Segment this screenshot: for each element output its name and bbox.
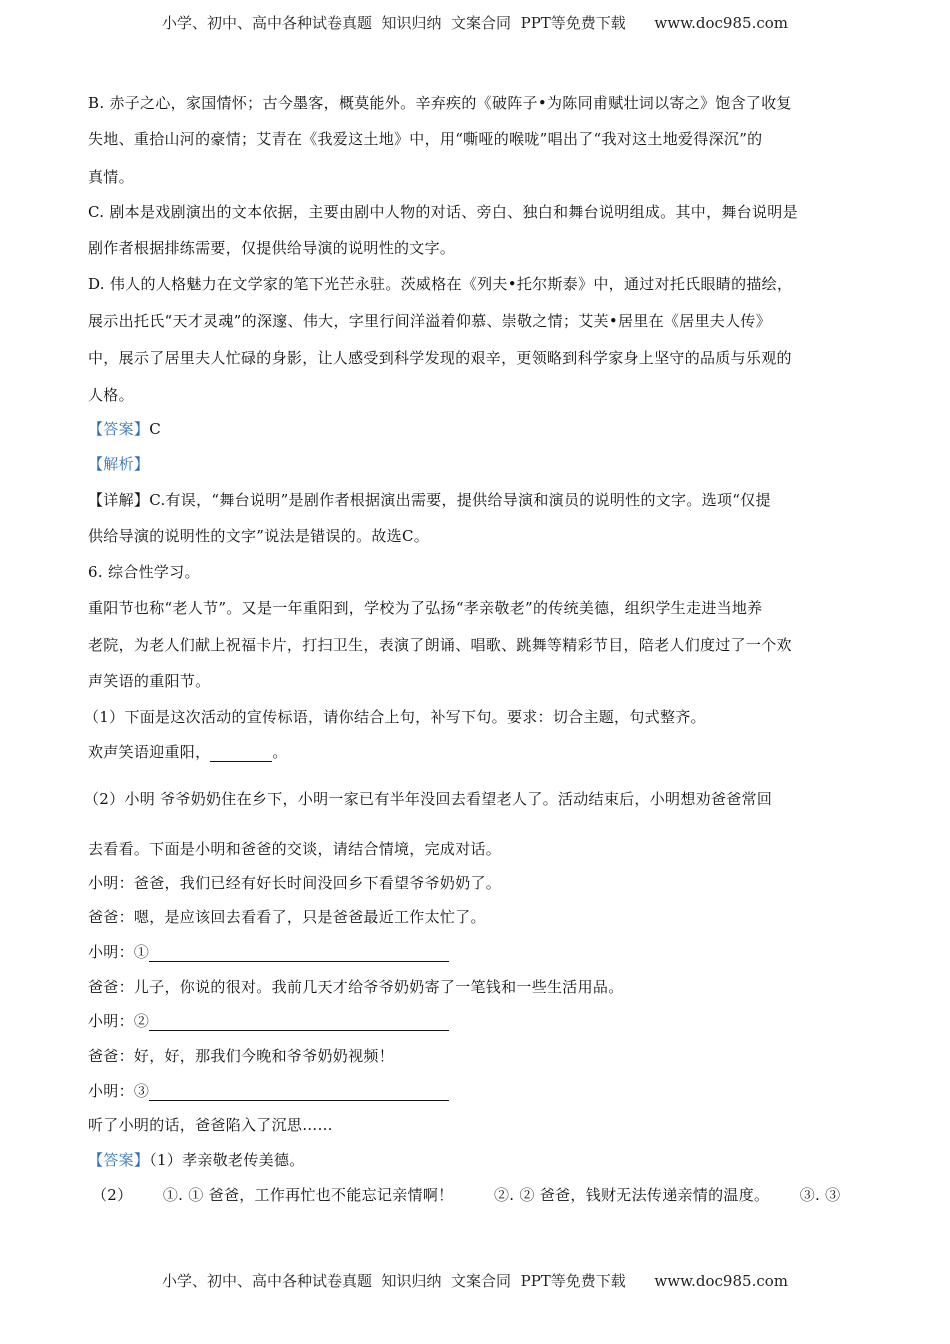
dialog-1: 小明：爸爸，我们已经有好长时间没回乡下看望爷爷奶奶了。	[88, 874, 502, 892]
option-d-line-3: 中，展示了居里夫人忙碌的身影，让人感受到科学发现的艰辛，更领略到科学家身上坚守的品质与乐观的	[88, 349, 792, 367]
q6-intro-line-2: 老院，为老人们献上祝福卡片，打扫卫生，表演了朗诵、唱歌、跳舞等精彩节目，陪老人们度过了一个欢	[88, 636, 792, 654]
dialog-3	[88, 941, 449, 962]
detail-line-1: 【详解】C.有误，“舞台说明”是剧作者根据演出需要，提供给导演和演员的说明性的文字。选项“仅提	[88, 491, 771, 509]
q6-title: 6. 综合性学习。	[88, 563, 200, 581]
q5-answer	[88, 418, 161, 439]
q6-answer-1-text: （1）孝亲敬老传美德。	[149, 1151, 305, 1169]
q6-sub2-line-1: （2）小明 爷爷奶奶住在乡下，小明一家已有半年没回去看望老人了。活动结束后，小明想劝爸爸常回	[84, 790, 773, 808]
answer-tag: 【答案】	[88, 420, 150, 438]
option-d-line-4: 人格。	[88, 386, 134, 404]
dialog-3-text: 小明：①	[88, 943, 150, 961]
q6-sub1: （1）下面是这次活动的宣传标语，请你结合上句，补写下句。要求：切合主题，句式整齐。	[84, 708, 706, 726]
analysis-tag: 【解析】	[88, 455, 150, 473]
page-footer: 小学、初中、高中各种试卷真题 知识归纳 文案合同 PPT等免费下载 www.doc985.com	[161, 1272, 788, 1290]
slogan-blank[interactable]	[210, 745, 272, 762]
answer-blank-1[interactable]	[149, 945, 449, 962]
dialog-6: 爸爸：好，好，那我们今晚和爷爷奶奶视频！	[88, 1047, 395, 1065]
detail-line-2: 供给导演的说明性的文字”说法是错误的。故选C。	[88, 527, 430, 545]
option-d-line-1: D. 伟人的人格魅力在文学家的笔下光芒永驻。茨威格在《列夫•托尔斯泰》中，通过对托氏眼睛的描绘，	[88, 275, 793, 293]
page-header: 小学、初中、高中各种试卷真题 知识归纳 文案合同 PPT等免费下载 www.doc985.com	[161, 14, 788, 32]
slogan-first: 欢声笑语迎重阳，	[88, 743, 211, 761]
q6-answer-tag: 【答案】	[88, 1151, 150, 1169]
dialog-2: 爸爸：嗯，是应该回去看看了，只是爸爸最近工作太忙了。	[88, 908, 486, 926]
option-b-line-1: B. 赤子之心，家国情怀；古今墨客，概莫能外。辛弃疾的《破阵子•为陈同甫赋壮词以寄之》饱含了收复	[88, 94, 792, 112]
q6-sub2-line-2: 去看看。下面是小明和爸爸的交谈，请结合情境，完成对话。	[88, 840, 502, 858]
dialog-7	[88, 1080, 449, 1101]
slogan-line	[88, 741, 288, 762]
q6-intro-line-1: 重阳节也称“老人节”。又是一年重阳到，学校为了弘扬“孝亲敬老”的传统美德，组织学生走进当地养	[88, 599, 763, 617]
option-b-line-3: 真情。	[88, 168, 134, 186]
dialog-7-text: 小明：③	[88, 1082, 150, 1100]
slogan-end: 。	[272, 743, 288, 761]
q6-answer-2: （2） ①. ① 爸爸，工作再忙也不能忘记亲情啊！ ②. ② 爸爸，钱财无法传递亲情的温度。 ③. ③	[92, 1186, 841, 1204]
dialog-4: 爸爸：儿子，你说的很对。我前几天才给爷爷奶奶寄了一笔钱和一些生活用品。	[88, 978, 624, 996]
dialog-5	[88, 1010, 449, 1031]
option-c-line-2: 剧作者根据排练需要，仅提供给导演的说明性的文字。	[88, 239, 456, 257]
dialog-5-text: 小明：②	[88, 1012, 150, 1030]
option-d-line-2: 展示出托氏“天才灵魂”的深邃、伟大，字里行间洋溢着仰慕、崇敬之情；艾芙•居里在《居里夫人传》	[88, 312, 771, 330]
answer-value: C	[149, 420, 161, 438]
option-c-line-1: C. 剧本是戏剧演出的文本依据，主要由剧中人物的对话、旁白、独白和舞台说明组成。其中，舞台说明是	[88, 203, 798, 221]
answer-blank-2[interactable]	[149, 1014, 449, 1031]
q6-intro-line-3: 声笑语的重阳节。	[88, 672, 211, 690]
option-b-line-2: 失地、重拾山河的豪情；艾青在《我爱这土地》中，用“嘶哑的喉咙”唱出了“我对这土地爱得深沉”的	[88, 130, 763, 148]
q6-answer-1	[88, 1149, 305, 1170]
dialog-8: 听了小明的话，爸爸陷入了沉思……	[88, 1116, 333, 1134]
answer-blank-3[interactable]	[149, 1084, 449, 1101]
